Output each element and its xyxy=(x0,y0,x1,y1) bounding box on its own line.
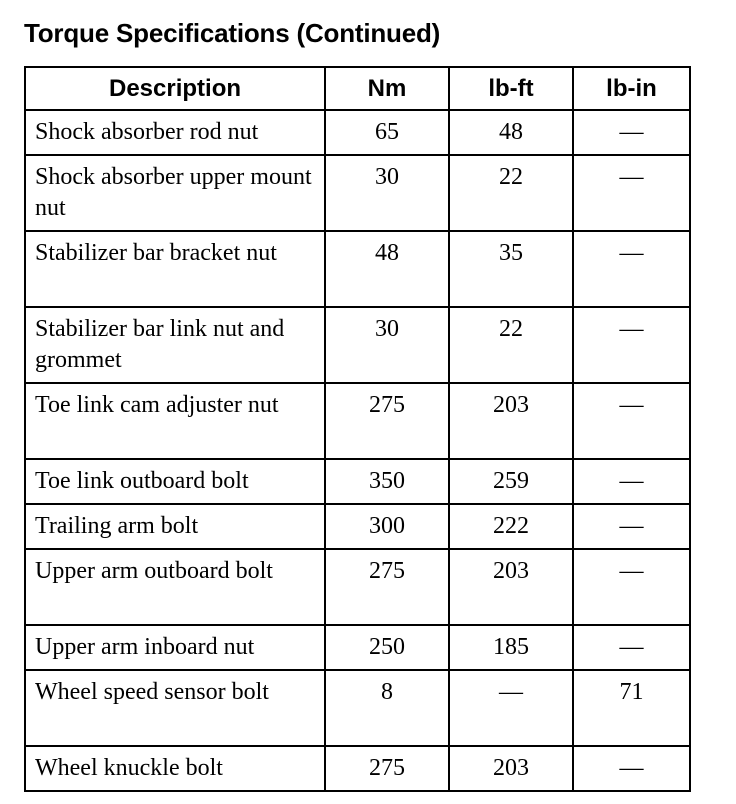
header-description: Description xyxy=(25,67,325,110)
table-row xyxy=(25,504,690,549)
torque-spec-table xyxy=(24,66,691,792)
description-cell: Shock absorber upper mount nut xyxy=(25,155,325,231)
nm-cell: 65 xyxy=(325,110,449,155)
lb-ft-cell: — xyxy=(449,670,573,746)
lb-ft-cell: 259 xyxy=(449,459,573,504)
table-row xyxy=(25,155,690,231)
description-cell: Wheel knuckle bolt xyxy=(25,746,325,791)
description-cell: Toe link cam adjuster nut xyxy=(25,383,325,459)
lb-ft-cell: 35 xyxy=(449,231,573,307)
table-row xyxy=(25,231,690,307)
description-cell: Shock absorber rod nut xyxy=(25,110,325,155)
lb-in-cell: — xyxy=(573,231,690,307)
table-row xyxy=(25,670,690,746)
description-cell: Stabilizer bar bracket nut xyxy=(25,231,325,307)
description-cell: Upper arm outboard bolt xyxy=(25,549,325,625)
lb-ft-cell: 203 xyxy=(449,383,573,459)
lb-in-cell: — xyxy=(573,459,690,504)
header-lb-in: lb-in xyxy=(573,67,690,110)
nm-cell: 250 xyxy=(325,625,449,670)
header-nm: Nm xyxy=(325,67,449,110)
lb-in-cell: — xyxy=(573,307,690,383)
description-cell: Upper arm inboard nut xyxy=(25,625,325,670)
description-cell: Stabilizer bar link nut and grommet xyxy=(25,307,325,383)
description-cell: Trailing arm bolt xyxy=(25,504,325,549)
lb-in-cell: — xyxy=(573,746,690,791)
description-cell: Wheel speed sensor bolt xyxy=(25,670,325,746)
table-row xyxy=(25,307,690,383)
lb-in-cell: 71 xyxy=(573,670,690,746)
table-row xyxy=(25,549,690,625)
lb-ft-cell: 222 xyxy=(449,504,573,549)
lb-in-cell: — xyxy=(573,504,690,549)
lb-ft-cell: 203 xyxy=(449,746,573,791)
lb-ft-cell: 48 xyxy=(449,110,573,155)
nm-cell: 8 xyxy=(325,670,449,746)
lb-ft-cell: 22 xyxy=(449,155,573,231)
lb-ft-cell: 203 xyxy=(449,549,573,625)
nm-cell: 275 xyxy=(325,383,449,459)
lb-in-cell: — xyxy=(573,625,690,670)
header-lb-ft: lb-ft xyxy=(449,67,573,110)
table-row xyxy=(25,459,690,504)
table-row xyxy=(25,110,690,155)
nm-cell: 350 xyxy=(325,459,449,504)
header-row xyxy=(25,67,690,110)
lb-in-cell: — xyxy=(573,383,690,459)
lb-in-cell: — xyxy=(573,110,690,155)
nm-cell: 275 xyxy=(325,549,449,625)
nm-cell: 300 xyxy=(325,504,449,549)
table-row xyxy=(25,383,690,459)
page-title: Torque Specifications (Continued) xyxy=(24,18,441,48)
nm-cell: 48 xyxy=(325,231,449,307)
lb-ft-cell: 185 xyxy=(449,625,573,670)
lb-ft-cell: 22 xyxy=(449,307,573,383)
lb-in-cell: — xyxy=(573,155,690,231)
description-cell: Toe link outboard bolt xyxy=(25,459,325,504)
nm-cell: 275 xyxy=(325,746,449,791)
nm-cell: 30 xyxy=(325,307,449,383)
lb-in-cell: — xyxy=(573,549,690,625)
nm-cell: 30 xyxy=(325,155,449,231)
table-row xyxy=(25,625,690,670)
table-row xyxy=(25,746,690,791)
